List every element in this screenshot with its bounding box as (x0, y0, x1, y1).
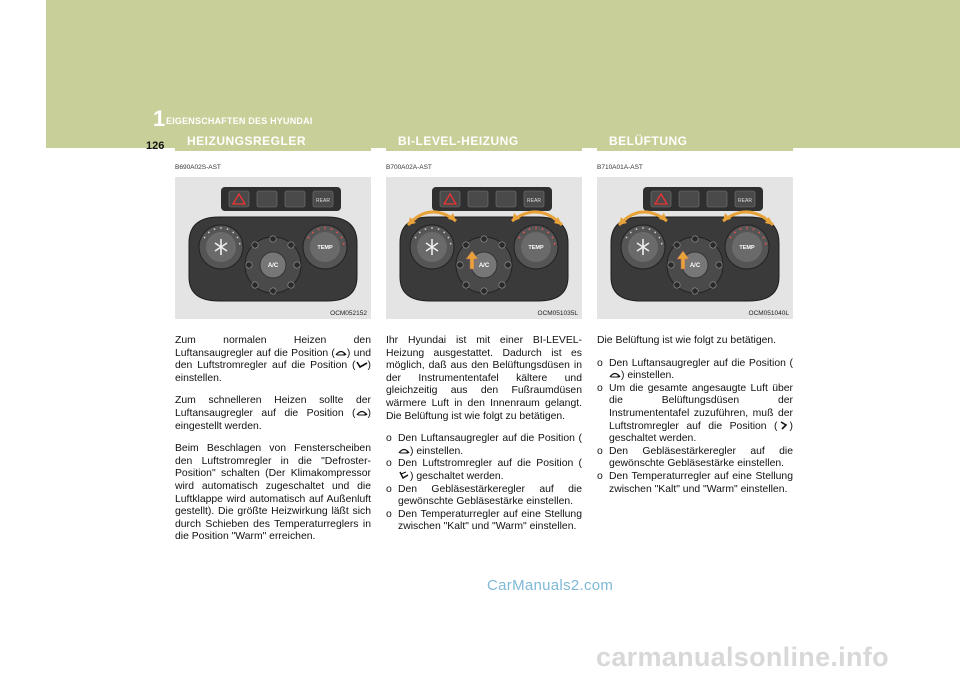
control-panel-image (386, 177, 582, 319)
climate-control-panel-illustration (386, 177, 582, 319)
chapter-number: 1 (153, 106, 166, 131)
recirc-icon (356, 408, 368, 419)
image-caption: OCM051035L (537, 310, 578, 317)
instruction-list (386, 433, 582, 534)
section-heading: HEIZUNGSREGLER (175, 131, 371, 151)
paragraph: Die Belüftung ist wie folgt zu betätigen. (597, 335, 777, 346)
svg-text:REAR: REAR (316, 198, 330, 204)
section-body (597, 335, 793, 348)
list-item: o Den Luftstromregler auf die Position () geschaltet werden. (386, 458, 582, 482)
recirc-icon (335, 348, 347, 359)
svg-text:REAR: REAR (738, 198, 752, 204)
list-item: o Den Luftansaugregler auf die Position () einstellen. (597, 357, 793, 382)
svg-text:TEMP: TEMP (317, 245, 333, 251)
list-item: o Den Gebläsestärkeregler auf die gewönschte Gebläsestärke einstellen. (386, 483, 582, 508)
control-panel-image (175, 177, 371, 319)
section-body (175, 335, 371, 544)
watermark-carmanuals2[interactable]: CarManuals2.com (487, 577, 614, 594)
bilevel-icon (398, 471, 410, 482)
recirc-icon (609, 370, 621, 381)
section-code: B710A01A-AST (597, 164, 643, 171)
svg-text:TEMP: TEMP (528, 245, 544, 251)
section-body (386, 335, 582, 423)
section-heading: BI-LEVEL-HEIZUNG (386, 131, 582, 151)
list-item: o Den Luftansaugregler auf die Position () einstellen. (386, 433, 582, 457)
paragraph: Ihr Hyundai ist mit einer BI-LEVEL-Heizung ausgestattet. Dadurch ist es möglich, daß aus den Belüftungsdüsen in der Instrumententafel kältere und gleichzeitig aus den Fußraumdüsen wärmere Luft in den Innenraum gelangt. Die Belüftung ist wie folgt zu betätigen. (386, 335, 582, 422)
image-caption: OCM051040L (748, 310, 789, 317)
section-belueftung (597, 131, 793, 496)
image-caption: OCM052152 (330, 310, 367, 317)
page-number: 126 (146, 140, 165, 152)
floor-icon (356, 360, 368, 371)
section-heading: BELÜFTUNG (597, 131, 793, 151)
instruction-list (597, 358, 793, 497)
climate-control-panel-illustration (175, 177, 371, 319)
paragraph: Beim Beschlagen von Fensterscheiben den Luftstromregler in die "Defroster-Position" schalten (Der Klimakompressor wird automatisch zugeschaltet und die Luftklappe wird automatisch auf Außenluft gestellt). Die größte Heizwirkung läßt sich durch Schieben des Temperaturreglers in die Position "Warm" erreichen. (175, 443, 371, 543)
watermark-carmanualsonline[interactable]: carmanualsonline.info (596, 642, 889, 672)
section-bi-level-heizung (386, 131, 582, 534)
control-panel-image (597, 177, 793, 319)
paragraph: Zum normalen Heizen den Luftansaugregler auf die Position ( ) und den Luftstromregler auf die Position ( ) einstellen. (175, 335, 371, 384)
recirc-icon (398, 446, 410, 457)
list-item: o Den Gebläsestärkeregler auf die gewönschte Gebläsestärke einstellen. (597, 445, 793, 470)
svg-text:REAR: REAR (527, 198, 541, 204)
climate-control-panel-illustration (597, 177, 793, 319)
paragraph: Zum schnelleren Heizen sollte der Luftansaugregler auf die Position ( ) eingestellt werden. (175, 395, 371, 432)
list-item: o Den Temperaturregler auf eine Stellung zwischen "Kalt" und "Warm" einstellen. (597, 470, 793, 495)
section-heizungsregler (175, 131, 371, 554)
list-item: o Den Temperaturregler auf eine Stellung zwischen "Kalt" und "Warm" einstellen. (386, 508, 582, 533)
svg-text:TEMP: TEMP (739, 245, 755, 251)
face-icon (778, 421, 790, 432)
section-code: B700A02A-AST (386, 164, 432, 171)
svg-text:A/C: A/C (267, 263, 279, 269)
svg-text:A/C: A/C (478, 263, 490, 269)
svg-text:A/C: A/C (689, 263, 701, 269)
list-item: o Um die gesamte angesaugte Luft über die Belüftungsdüsen der Instrumententafel zuzuführen, muß der Luftstromregler auf die Position ( ) geschaltet werden. (597, 382, 793, 445)
section-code: B690A02S-AST (175, 164, 221, 171)
chapter-title: EIGENSCHAFTEN DES HYUNDAI (166, 116, 313, 126)
